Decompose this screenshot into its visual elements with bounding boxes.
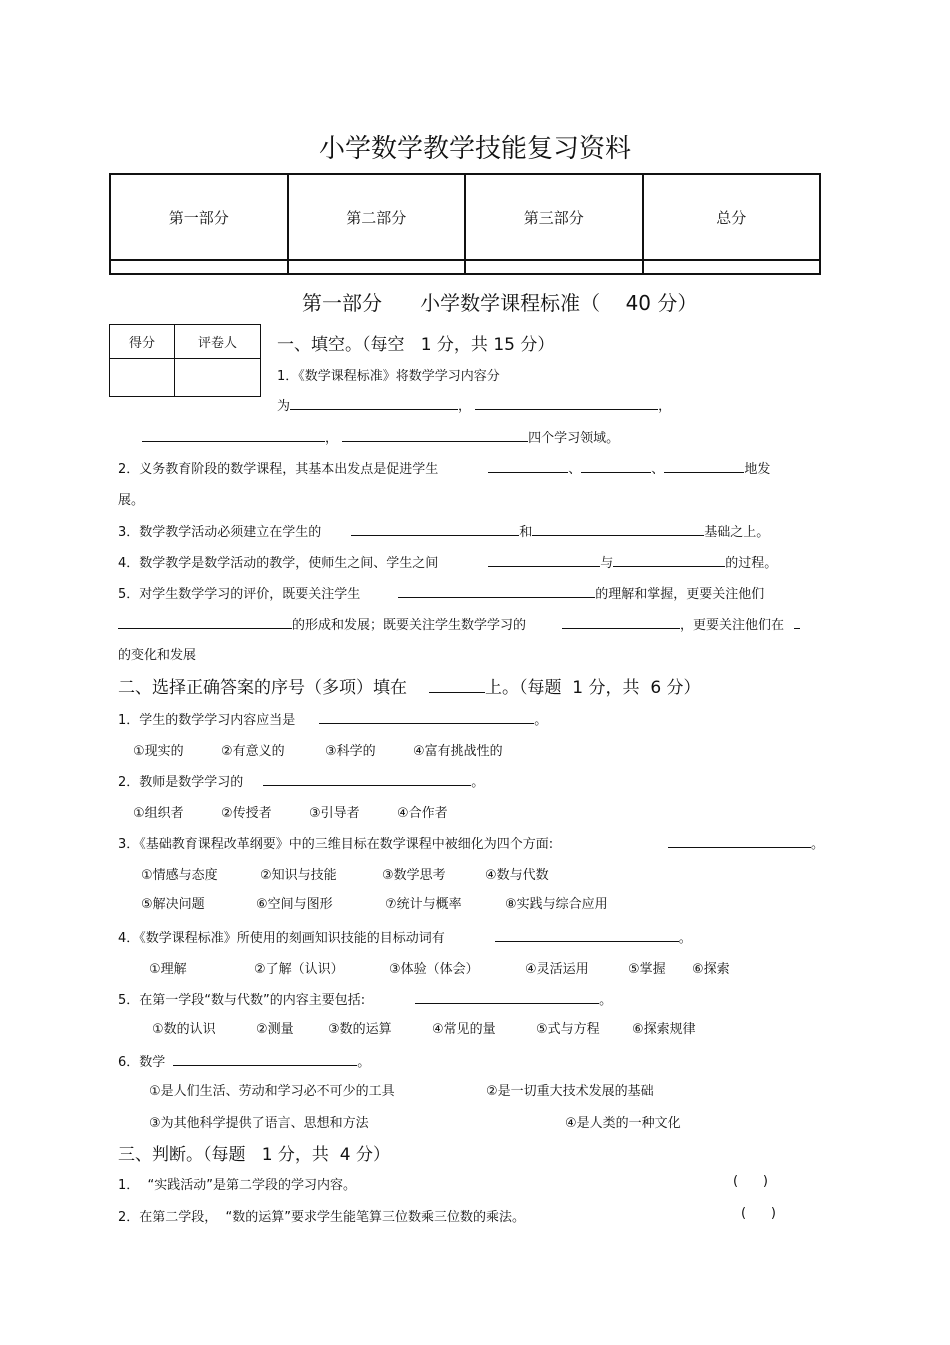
score-header-part2: 第二部分 <box>288 174 466 260</box>
score-cell-total[interactable] <box>643 260 821 274</box>
score-header-total: 总分 <box>643 174 821 260</box>
s2-q5-opt3: ③数的运算 <box>328 1022 392 1037</box>
s1-q5-mid2: 的形成和发展；既要关注学生数学学习的 <box>292 618 527 633</box>
s1-q1-suffix: 四个学习领域。 <box>528 431 620 446</box>
s3-q1: 1． “实践活动”是第二学段的学习内容。 <box>118 1178 357 1193</box>
blank[interactable] <box>398 583 595 598</box>
score-header-part1: 第一部分 <box>110 174 288 260</box>
s1-q4 <box>118 552 777 571</box>
s2-q4 <box>118 927 692 946</box>
s2-heading-a: 二、选择正确答案的序号（多项）填在 <box>118 678 407 698</box>
s2-q4-opt5: ⑤掌握 <box>628 962 666 977</box>
part1-heading: 第一部分 小学数学课程标准（ 40 分） <box>302 291 698 315</box>
s2-q5-opt2: ②测量 <box>256 1022 294 1037</box>
s2-q2-opt3: ③引导者 <box>309 806 360 821</box>
s2-q3-opt5: ⑤解决问题 <box>141 897 205 912</box>
grader-box <box>109 324 261 397</box>
s2-q4-opt1: ①理解 <box>149 962 187 977</box>
s2-q1-opt3: ③科学的 <box>325 744 376 759</box>
s2-q2-text: 2．教师是数学学习的 <box>118 775 244 790</box>
period: 。 <box>811 837 825 852</box>
section3-heading: 三、判断。（每题 1 分，共 4 分） <box>118 1145 390 1165</box>
s2-q1-opt4: ④富有挑战性的 <box>413 744 503 759</box>
blank[interactable] <box>794 614 800 629</box>
s2-q2-opt4: ④合作者 <box>397 806 448 821</box>
s1-q1-line2: 为 ， ， <box>277 395 671 414</box>
blank[interactable] <box>415 989 599 1004</box>
s1-q2-suffix: 地发 <box>744 462 771 477</box>
s2-q6-opt2: ②是一切重大技术发展的基础 <box>486 1084 654 1099</box>
blank[interactable] <box>319 709 534 724</box>
s2-q4-opt6: ⑥探索 <box>692 962 730 977</box>
score-cell-part2[interactable] <box>288 260 466 274</box>
blank[interactable] <box>263 771 471 786</box>
s1-q3 <box>118 521 769 540</box>
s2-heading-b: 上。（每题 1 分，共 6 分） <box>485 678 701 698</box>
s2-q5-opt4: ④常见的量 <box>432 1022 496 1037</box>
period: 。 <box>678 931 692 946</box>
grader-name-cell[interactable] <box>175 359 261 397</box>
s2-q3-opt1: ①情感与态度 <box>141 868 218 883</box>
s2-q2-opt1: ①组织者 <box>133 806 184 821</box>
s2-q1-text: 1．学生的数学学习内容应当是 <box>118 713 296 728</box>
blank[interactable] <box>118 614 292 629</box>
s2-q6-opt4: ④是人类的一种文化 <box>565 1116 681 1131</box>
s1-q3-text: 3．数学教学活动必须建立在学生的 <box>118 525 322 540</box>
s2-q1 <box>118 709 547 728</box>
s2-q3: 3．《基础教育课程改革纲要》中的三维目标在数学课程中被细化为四个方面: <box>118 837 554 852</box>
blank[interactable] <box>488 458 568 473</box>
s2-q6-text: 6．数学 <box>118 1055 166 1070</box>
blank[interactable] <box>664 458 744 473</box>
s3-q2-answer[interactable]: ( ) <box>741 1206 776 1221</box>
blank[interactable] <box>488 552 600 567</box>
score-cell-part1[interactable] <box>110 260 288 274</box>
s2-q3-opt6: ⑥空间与图形 <box>256 897 333 912</box>
period: 。 <box>471 775 485 790</box>
s2-q5-opt6: ⑥探索规律 <box>632 1022 696 1037</box>
s1-q3-and: 和 <box>519 525 533 540</box>
s2-q5-opt5: ⑤式与方程 <box>536 1022 600 1037</box>
s2-q3-blank <box>668 833 824 852</box>
s1-q2-line2: 展。 <box>118 493 145 508</box>
blank[interactable] <box>668 833 811 848</box>
score-header-part3: 第三部分 <box>465 174 643 260</box>
s2-q3-opt4: ④数与代数 <box>485 868 549 883</box>
blank[interactable] <box>173 1051 357 1066</box>
blank[interactable] <box>475 395 658 410</box>
s2-q3-opt7: ⑦统计与概率 <box>385 897 462 912</box>
s2-q4-text: 4．《数学课程标准》所使用的刻画知识技能的目标动词有 <box>118 931 445 946</box>
blank[interactable] <box>351 521 519 536</box>
s1-q5-text: 5．对学生数学学习的评价，既要关注学生 <box>118 587 361 602</box>
score-cell-part3[interactable] <box>465 260 643 274</box>
blank[interactable] <box>342 427 528 442</box>
grader-name-label: 评卷人 <box>175 325 261 359</box>
s2-q6-opt3: ③为其他科学提供了语言、思想和方法 <box>149 1116 369 1131</box>
blank[interactable] <box>581 458 651 473</box>
blank[interactable] <box>290 395 458 410</box>
s1-q5-line1 <box>118 583 764 602</box>
s1-q3-suffix: 基础之上。 <box>704 525 770 540</box>
s1-q2-text: 2．义务教育阶段的数学课程，其基本出发点是促进学生 <box>118 462 439 477</box>
section1-heading: 一、填空。（每空 1 分，共 15 分） <box>277 335 555 355</box>
s1-q2-line1: 2．义务教育阶段的数学课程，其基本出发点是促进学生 、 、 地发 <box>118 458 770 477</box>
blank[interactable] <box>562 614 680 629</box>
s1-q5-mid: 的理解和掌握，更要关注他们 <box>595 587 765 602</box>
period: 。 <box>534 713 548 728</box>
s2-q1-opt1: ①现实的 <box>133 744 184 759</box>
section2-heading <box>118 673 701 698</box>
s1-q1-line3: ， 四个学习领域。 <box>142 427 619 446</box>
s2-q4-opt4: ④灵活运用 <box>525 962 589 977</box>
blank[interactable] <box>495 927 679 942</box>
s2-q4-opt3: ③体验（体会） <box>389 962 479 977</box>
s1-q5-line2 <box>118 614 800 633</box>
s1-q5-mid3: ，更要关注他们在 <box>680 618 785 633</box>
period: 。 <box>599 993 613 1008</box>
s1-q1-prefix: 为 <box>277 399 291 414</box>
s1-q5-line3: 的变化和发展 <box>118 648 197 663</box>
s3-q2: 2．在第二学段， “数的运算”要求学生能笔算三位数乘三位数的乘法。 <box>118 1210 526 1225</box>
s2-q5 <box>118 989 612 1008</box>
s3-q1-answer[interactable]: ( ) <box>733 1174 768 1189</box>
s1-q4-with: 与 <box>600 556 614 571</box>
score-table <box>109 173 821 275</box>
blank[interactable] <box>429 675 485 693</box>
grader-score-cell[interactable] <box>110 359 175 397</box>
s2-q5-opt1: ①数的认识 <box>152 1022 216 1037</box>
s2-q3-opt2: ②知识与技能 <box>260 868 337 883</box>
s2-q6 <box>118 1051 370 1070</box>
s2-q5-text: 5．在第一学段“数与代数”的内容主要包括: <box>118 993 366 1008</box>
s2-q1-opt2: ②有意义的 <box>221 744 285 759</box>
s2-q2 <box>118 771 484 790</box>
period: 。 <box>357 1055 371 1070</box>
blank[interactable] <box>532 521 704 536</box>
page-title: 小学数学教学技能复习资料 <box>318 134 631 164</box>
s2-q3-opt3: ③数学思考 <box>382 868 446 883</box>
s2-q6-opt1: ①是人们生活、劳动和学习必不可少的工具 <box>149 1084 395 1099</box>
grader-score-label: 得分 <box>110 325 175 359</box>
s1-q4-suffix: 的过程。 <box>725 556 778 571</box>
s2-q3-opt8: ⑧实践与综合应用 <box>505 897 608 912</box>
s1-q1-line1: 1．《数学课程标准》将数学学习内容分 <box>277 369 500 384</box>
blank[interactable] <box>613 552 725 567</box>
s2-q2-opt2: ②传授者 <box>221 806 272 821</box>
s2-q4-opt2: ②了解（认识） <box>254 962 344 977</box>
s1-q4-text: 4．数学教学是数学活动的教学，使师生之间、学生之间 <box>118 556 439 571</box>
blank[interactable] <box>142 427 325 442</box>
